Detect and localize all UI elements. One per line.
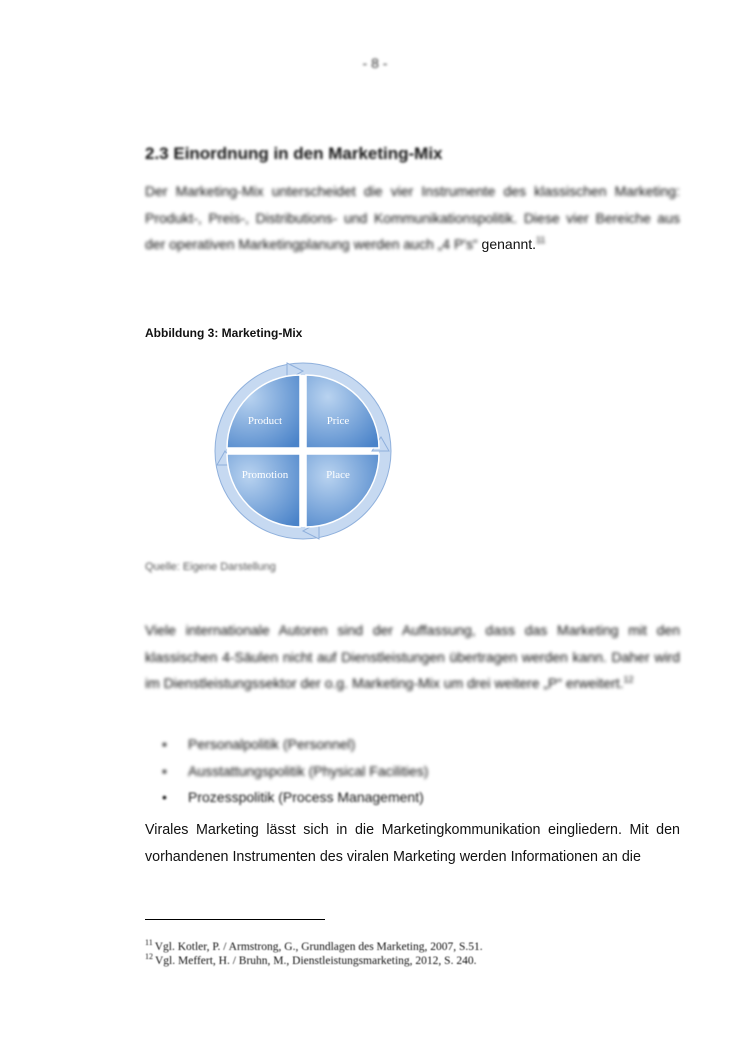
paragraph-blurred-text: Der Marketing-Mix unterscheidet die vier Instrumente des klassischen Marketing: Produkt-, Preis-, Distributions- und Kommunikationspolitik. Diese vier Bereiche aus der operativen Marketingplanung werden auch „4 P's“ xyxy=(145,183,680,252)
footnote-item xyxy=(145,954,685,968)
paragraph-blurred-text: Viele internationale Autoren sind der Auffassung, dass das Marketing mit den klassischen 4-Säulen nicht auf Dienstleistungen übertragen werden kann. Daher wird im Dienstleistungssektor der o.g. Marketing-Mix um drei weitere „P“ erweitert. xyxy=(145,622,680,691)
footnote-separator xyxy=(145,919,325,920)
page-number: - 8 - xyxy=(362,55,388,71)
footnote-ref: 11 xyxy=(536,235,546,246)
bullet-list xyxy=(160,731,680,811)
paragraph-ending: genannt. xyxy=(481,236,537,252)
quadrant-price xyxy=(306,375,379,448)
paragraph-marketing-mix xyxy=(145,178,680,258)
list-item-text: Personalpolitik (Personnel) xyxy=(188,736,356,752)
quadrant-promotion xyxy=(227,454,300,527)
marketing-mix-diagram xyxy=(205,358,401,544)
paragraph-service-marketing xyxy=(145,617,680,697)
footnote-text: Vgl. Kotler, P. / Armstrong, G., Grundlagen des Marketing, 2007, S.51. xyxy=(154,941,483,953)
figure-caption: Abbildung 3: Marketing-Mix xyxy=(145,326,303,340)
quadrant-product xyxy=(227,375,300,448)
footnote-text: Vgl. Meffert, H. / Bruhn, M., Dienstleistungsmarketing, 2012, S. 240. xyxy=(155,955,477,967)
list-item xyxy=(160,784,680,811)
list-item-text: Ausstattungspolitik (Physical Facilities) xyxy=(188,762,429,779)
list-item xyxy=(160,731,680,758)
footnotes xyxy=(145,940,685,968)
label-product: Product xyxy=(247,415,283,427)
footnote-number: 12 xyxy=(145,952,153,962)
bullet-icon: • xyxy=(162,736,167,752)
list-item xyxy=(160,758,680,785)
bullet-icon: • xyxy=(162,762,167,779)
footnote-number: 11 xyxy=(145,938,153,948)
bullet-icon: • xyxy=(162,789,167,805)
list-item-text: Prozesspolitik (Process Management) xyxy=(188,789,424,805)
section-heading: 2.3 Einordnung in den Marketing-Mix xyxy=(145,144,443,163)
quadrant-place xyxy=(306,454,379,527)
figure-source: Quelle: Eigene Darstellung xyxy=(145,561,276,573)
paragraph-viral-marketing: Virales Marketing lässt sich in die Marketingkommunikation eingliedern. Mit den vorhandenen Instrumenten des viralen Marketing werden Informationen an die xyxy=(145,822,680,865)
footnote-ref: 12 xyxy=(623,674,634,685)
footnote-item xyxy=(145,940,685,954)
label-place: Place xyxy=(326,469,350,481)
label-price: Price xyxy=(326,415,350,427)
ring-group xyxy=(215,363,391,539)
label-promotion: Promotion xyxy=(241,469,289,481)
